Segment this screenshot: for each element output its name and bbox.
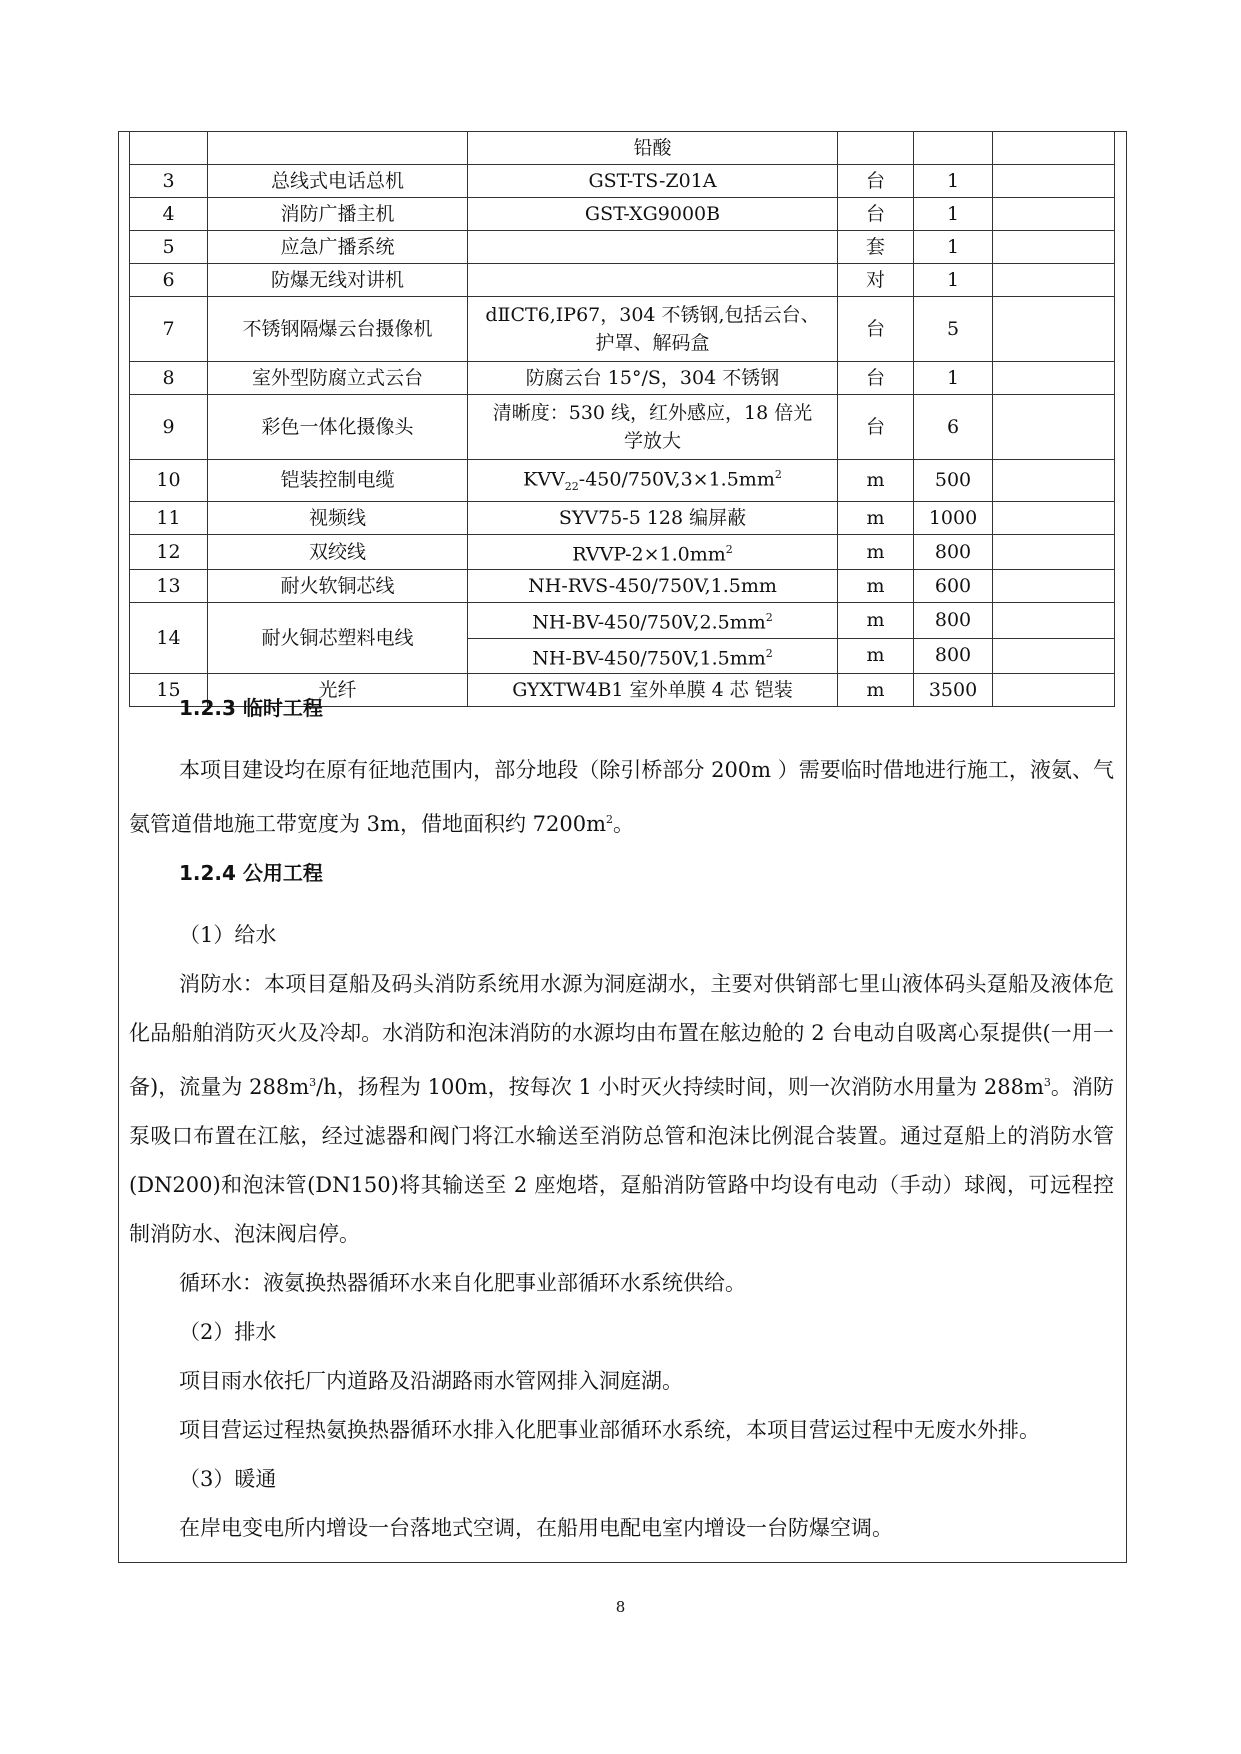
cell-name: 防爆无线对讲机 — [208, 264, 468, 297]
cell-unit: m — [838, 460, 914, 502]
table-row — [130, 535, 1115, 570]
paragraph-text: 。 — [612, 812, 634, 836]
paragraph-text: 消防水：本项目趸船及码头消防系统用水源为洞庭湖水，主要对供销部七里山液体码头趸船及液体危化品船舶消防灭火及冷却。水消防和泡沫消防的水源均由布置在舷边舱的 2 台电动自吸离心泵提供(一用一备)，流量为 288m — [129, 972, 1114, 1099]
cell-note — [993, 165, 1115, 198]
cell-unit: 对 — [838, 264, 914, 297]
cell-spec: GYXTW4B1 室外单膜 4 芯 铠装 — [468, 674, 838, 707]
cell-name: 耐火铜芯塑料电线 — [208, 603, 468, 674]
spec-text: KVV — [523, 468, 565, 491]
cell-qty: 800 — [914, 535, 993, 570]
cell-note — [993, 297, 1115, 362]
cell-unit: 台 — [838, 297, 914, 362]
superscript: 2 — [605, 813, 613, 826]
subheading-hvac: （3）暖通 — [179, 1467, 277, 1491]
spec-text: NH-BV-450/750V,2.5mm — [532, 611, 766, 634]
spec-subscript: 22 — [564, 480, 579, 494]
cell-unit: m — [838, 674, 914, 707]
cell-qty: 800 — [914, 638, 993, 673]
cell-qty — [914, 132, 993, 165]
table-row — [130, 362, 1115, 395]
cell-qty: 1 — [914, 231, 993, 264]
cell-no: 15 — [130, 674, 208, 707]
cell-spec — [468, 395, 838, 460]
spec-line: dⅡCT6,IP67，304 不锈钢,包括云台、 — [485, 304, 820, 326]
paragraph-text: 。消防泵吸口布置在江舷，经过滤器和阀门将江水输送至消防总管和泡沫比例混合装置。通过趸船上的消防水管(DN200)和泡沫管(DN150)将其输送至 2 座炮塔，趸船消防管路中均设有电动（手动）球阀，可远程控制消防水、泡沫阀启停。 — [129, 1075, 1114, 1246]
cell-qty: 1 — [914, 165, 993, 198]
cell-no: 12 — [130, 535, 208, 570]
cell-no: 7 — [130, 297, 208, 362]
cell-no — [130, 132, 208, 165]
cell-spec: 防腐云台 15°/S，304 不锈钢 — [468, 362, 838, 395]
cell-spec: NH-RVS-450/750V,1.5mm — [468, 570, 838, 603]
cell-qty: 1 — [914, 264, 993, 297]
cell-spec — [468, 264, 838, 297]
table-row — [130, 603, 1115, 638]
equipment-table — [129, 131, 1115, 707]
cell-qty: 6 — [914, 395, 993, 460]
cell-note — [993, 603, 1115, 638]
cell-no: 9 — [130, 395, 208, 460]
cell-spec: GST-TS-Z01A — [468, 165, 838, 198]
cell-name: 消防广播主机 — [208, 198, 468, 231]
cell-note — [993, 535, 1115, 570]
table-row — [130, 231, 1115, 264]
section-heading: 1.2.3 临时工程 — [179, 696, 323, 720]
cell-qty: 1 — [914, 198, 993, 231]
cell-unit — [838, 132, 914, 165]
spec-line: 护罩、解码盒 — [595, 332, 710, 354]
cell-qty: 800 — [914, 603, 993, 638]
subheading-drainage: （2）排水 — [179, 1320, 277, 1344]
page-number: 8 — [615, 1598, 626, 1616]
cell-qty: 1 — [914, 362, 993, 395]
cell-qty: 1000 — [914, 502, 993, 535]
cell-unit: 套 — [838, 231, 914, 264]
spec-superscript: 2 — [774, 468, 782, 481]
cell-qty: 500 — [914, 460, 993, 502]
spec-superscript: 2 — [765, 646, 773, 660]
cell-no: 14 — [130, 603, 208, 674]
paragraph-hvac: 在岸电变电所内增设一台落地式空调，在船用电配电室内增设一台防爆空调。 — [179, 1516, 893, 1540]
cell-spec: GST-XG9000B — [468, 198, 838, 231]
cell-name: 总线式电话总机 — [208, 165, 468, 198]
cell-no: 13 — [130, 570, 208, 603]
cell-no: 10 — [130, 460, 208, 502]
table-row — [130, 165, 1115, 198]
table-row — [130, 460, 1115, 502]
cell-note — [993, 231, 1115, 264]
cell-qty: 600 — [914, 570, 993, 603]
superscript: 3 — [1043, 1076, 1051, 1089]
cell-no: 4 — [130, 198, 208, 231]
cell-unit: m — [838, 570, 914, 603]
table-row — [130, 198, 1115, 231]
section-heading: 1.2.4 公用工程 — [179, 861, 323, 885]
subheading-water-supply: （1）给水 — [179, 923, 277, 947]
superscript: 3 — [309, 1076, 317, 1089]
body-content — [129, 688, 1114, 1553]
cell-unit: m — [838, 502, 914, 535]
cell-no: 11 — [130, 502, 208, 535]
spec-line: 学放大 — [623, 430, 681, 452]
spec-text: RVVP-2×1.0mm — [572, 543, 726, 566]
cell-name: 室外型防腐立式云台 — [208, 362, 468, 395]
cell-unit: m — [838, 603, 914, 638]
cell-name: 双绞线 — [208, 535, 468, 570]
cell-name: 应急广播系统 — [208, 231, 468, 264]
cell-note — [993, 264, 1115, 297]
table-row — [130, 395, 1115, 460]
spec-text: -450/750V,3×1.5mm — [578, 468, 775, 491]
cell-qty: 3500 — [914, 674, 993, 707]
cell-no: 5 — [130, 231, 208, 264]
cell-unit: 台 — [838, 165, 914, 198]
cell-note — [993, 198, 1115, 231]
paragraph-circulating-water: 循环水：液氨换热器循环水来自化肥事业部循环水系统供给。 — [179, 1271, 746, 1295]
cell-no: 3 — [130, 165, 208, 198]
table-row — [130, 502, 1115, 535]
cell-name: 铠装控制电缆 — [208, 460, 468, 502]
cell-note — [993, 570, 1115, 603]
cell-spec — [468, 297, 838, 362]
cell-no: 6 — [130, 264, 208, 297]
spec-superscript: 2 — [765, 611, 773, 625]
spec-text: NH-BV-450/750V,1.5mm — [532, 647, 766, 670]
cell-note — [993, 362, 1115, 395]
cell-note — [993, 395, 1115, 460]
cell-spec: 铅酸 — [468, 132, 838, 165]
cell-name — [208, 132, 468, 165]
cell-spec: SYV75-5 128 编屏蔽 — [468, 502, 838, 535]
cell-unit: 台 — [838, 362, 914, 395]
table-row — [130, 570, 1115, 603]
table-row — [130, 264, 1115, 297]
paragraph-drainage-operation: 项目营运过程热氨换热器循环水排入化肥事业部循环水系统，本项目营运过程中无废水外排。 — [179, 1418, 1040, 1442]
cell-note — [993, 132, 1115, 165]
cell-spec — [468, 535, 838, 570]
cell-no: 8 — [130, 362, 208, 395]
paragraph-temporary-works — [129, 746, 1114, 849]
spec-line: 清晰度：530 线，红外感应，18 倍光 — [492, 402, 813, 424]
table-row — [130, 132, 1115, 165]
cell-unit: 台 — [838, 395, 914, 460]
spec-superscript: 2 — [725, 543, 733, 557]
paragraph-drainage-rain: 项目雨水依托厂内道路及沿湖路雨水管网排入洞庭湖。 — [179, 1369, 683, 1393]
cell-unit: m — [838, 638, 914, 673]
cell-name: 彩色一体化摄像头 — [208, 395, 468, 460]
cell-qty: 5 — [914, 297, 993, 362]
cell-name: 耐火软铜芯线 — [208, 570, 468, 603]
cell-name: 视频线 — [208, 502, 468, 535]
cell-note — [993, 460, 1115, 502]
cell-spec — [468, 231, 838, 264]
paragraph-text: 本项目建设均在原有征地范围内，部分地段（除引桥部分 200m ）需要临时借地进行施工，液氨、气氨管道借地施工带宽度为 3m，借地面积约 7200m — [129, 758, 1114, 836]
cell-unit: m — [838, 535, 914, 570]
cell-spec — [468, 638, 838, 673]
cell-unit: 台 — [838, 198, 914, 231]
cell-name: 不锈钢隔爆云台摄像机 — [208, 297, 468, 362]
paragraph-text: /h，扬程为 100m，按每次 1 小时灭火持续时间，则一次消防水用量为 288m — [316, 1075, 1044, 1099]
cell-name: 光纤 — [208, 674, 468, 707]
cell-note — [993, 638, 1115, 673]
cell-note — [993, 502, 1115, 535]
cell-spec — [468, 460, 838, 502]
table-row — [130, 297, 1115, 362]
paragraph-fire-water — [129, 960, 1114, 1259]
cell-spec — [468, 603, 838, 638]
